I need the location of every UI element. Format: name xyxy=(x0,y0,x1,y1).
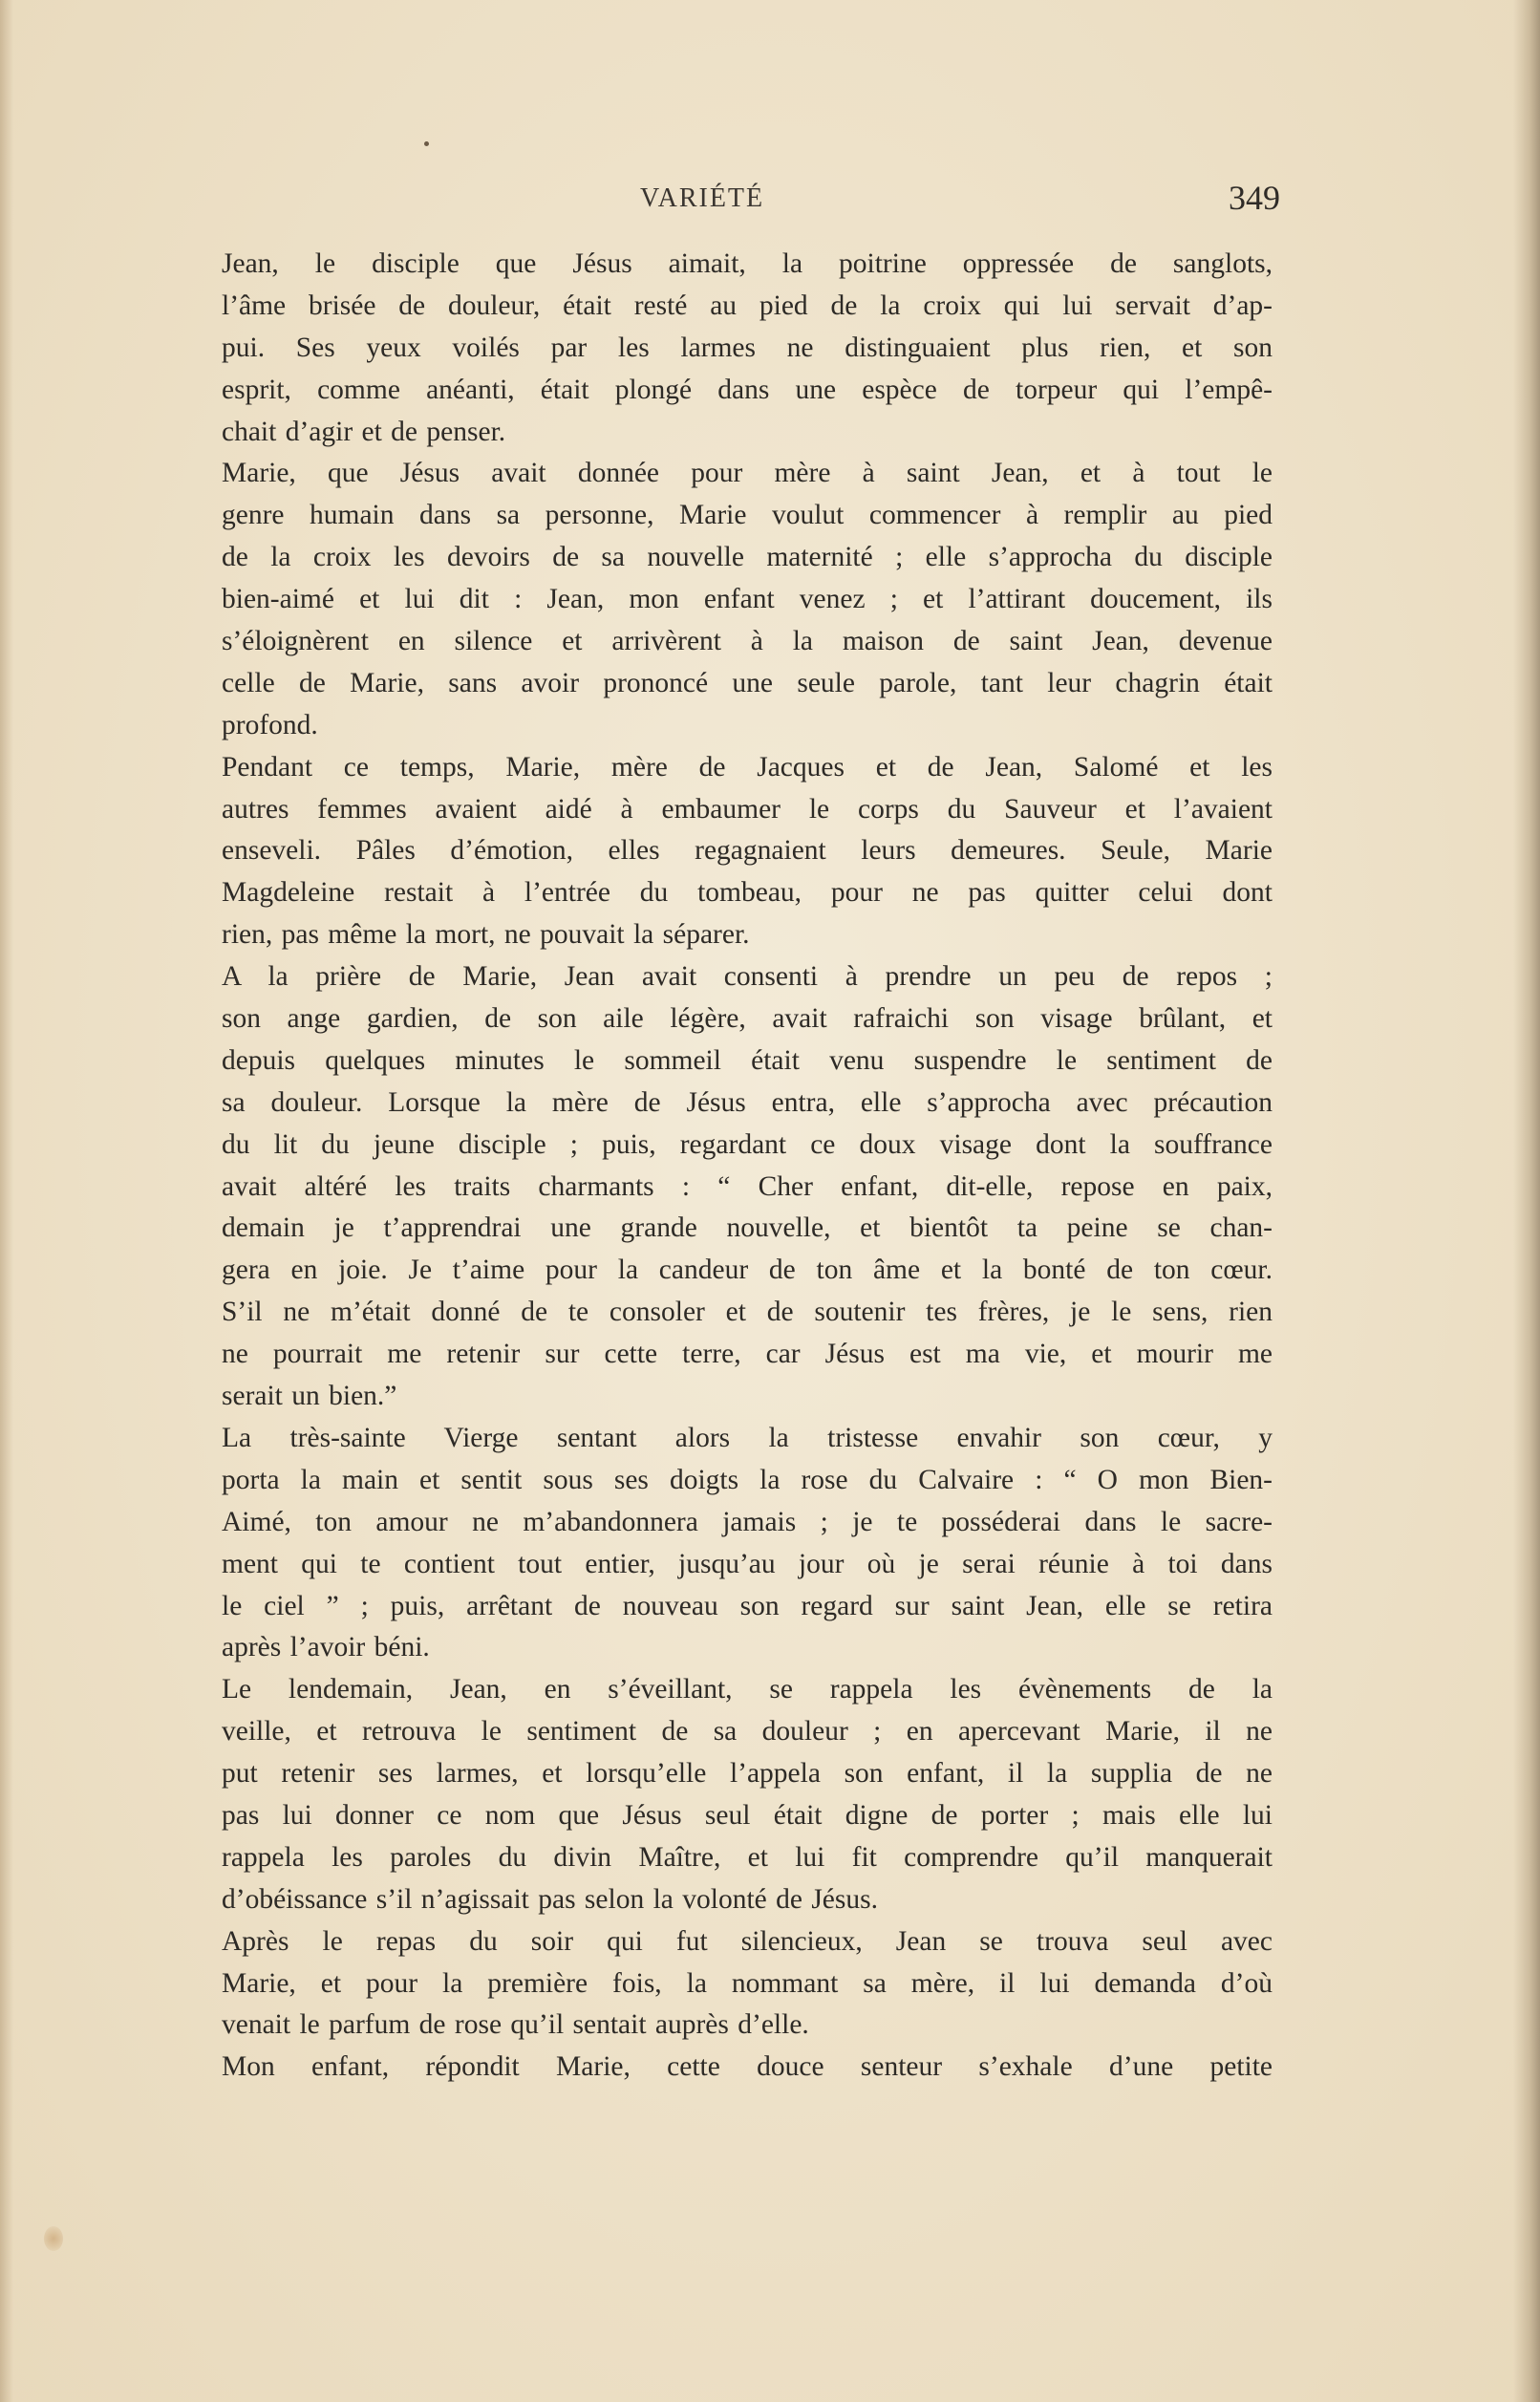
text-line: Magdeleine restait à l’entrée du tombeau, pour ne pas quitter celui dont xyxy=(222,877,1273,909)
text-line: Pendant ce temps, Marie, mère de Jacques et de Jean, Salomé et les xyxy=(222,751,1273,783)
text-line: put retenir ses larmes, et lorsqu’elle l’appela son enfant, il la supplia de ne xyxy=(222,1758,1273,1790)
text-line: gera en joie. Je t’aime pour la candeur de ton âme et la bonté de ton cœur. xyxy=(222,1255,1273,1286)
text-line: d’obéissance s’il n’agissait pas selon la volonté de Jésus. xyxy=(222,1883,878,1915)
text-line: serait un bien.” xyxy=(222,1381,397,1412)
text-line: du lit du jeune disciple ; puis, regardant ce doux visage dont la souffrance xyxy=(222,1128,1273,1160)
text-line: Le lendemain, Jean, en s’éveillant, se rappela les évènements de la xyxy=(222,1674,1273,1705)
text-line: chait d’agir et de penser. xyxy=(222,416,506,447)
text-line: pas lui donner ce nom que Jésus seul était digne de porter ; mais elle lui xyxy=(222,1799,1273,1831)
text-line: depuis quelques minutes le sommeil était venu suspendre le sentiment de xyxy=(222,1044,1273,1076)
text-line: S’il ne m’était donné de te consoler et de soutenir tes frères, je le sens, rien xyxy=(222,1297,1273,1328)
text-line: porta la main et sentit sous ses doigts la rose du Calvaire : “ O mon Bien- xyxy=(222,1464,1273,1495)
text-line: enseveli. Pâles d’émotion, elles regagnaient leurs demeures. Seule, Marie xyxy=(222,835,1273,867)
text-line: ment qui te contient tout entier, jusqu’au jour où je serai réunie à toi dans xyxy=(222,1548,1273,1579)
text-line: profond. xyxy=(222,709,318,740)
text-line: genre humain dans sa personne, Marie voulut commencer à remplir au pied xyxy=(222,500,1273,531)
text-line: Marie, que Jésus avait donnée pour mère à saint Jean, et à tout le xyxy=(222,458,1273,489)
text-line: avait altéré les traits charmants : “ Cher enfant, dit-elle, repose en paix, xyxy=(222,1170,1273,1202)
text-line: après l’avoir béni. xyxy=(222,1632,430,1663)
text-line: s’éloignèrent en silence et arrivèrent à la maison de saint Jean, devenue xyxy=(222,626,1273,657)
page-number: 349 xyxy=(1229,179,1280,217)
text-line: ne pourrait me retenir sur cette terre, car Jésus est ma vie, et mourir me xyxy=(222,1339,1273,1370)
paper-stain xyxy=(44,2226,63,2251)
text-line: esprit, comme anéanti, était plongé dans une espèce de torpeur qui l’empê- xyxy=(222,374,1273,405)
text-line: rappela les paroles du divin Maître, et lui fit comprendre qu’il manquerait xyxy=(222,1841,1273,1873)
text-line: A la prière de Marie, Jean avait consenti à prendre un peu de repos ; xyxy=(222,961,1273,993)
text-line: Aimé, ton amour ne m’abandonnera jamais ; je te posséderai dans le sacre- xyxy=(222,1506,1273,1537)
text-line: La très-sainte Vierge sentant alors la tristesse envahir son cœur, y xyxy=(222,1422,1273,1453)
text-line: Après le repas du soir qui fut silencieux, Jean se trouva seul avec xyxy=(222,1925,1273,1957)
text-line: Marie, et pour la première fois, la nommant sa mère, il lui demanda d’où xyxy=(222,1967,1273,1999)
text-line: le ciel ” ; puis, arrêtant de nouveau son regard sur saint Jean, elle se retira xyxy=(222,1590,1273,1621)
text-line: Jean, le disciple que Jésus aimait, la poitrine oppressée de sanglots, xyxy=(222,248,1273,279)
text-line: celle de Marie, sans avoir prononcé une seule parole, tant leur chagrin était xyxy=(222,667,1273,698)
page-spine-shadow xyxy=(1513,0,1540,2402)
text-line: l’âme brisée de douleur, était resté au pied de la croix qui lui servait d’ap- xyxy=(222,290,1273,321)
text-line: venait le parfum de rose qu’il sentait auprès d’elle. xyxy=(222,2009,809,2041)
text-line: autres femmes avaient aidé à embaumer le corps du Sauveur et l’avaient xyxy=(222,793,1273,825)
text-line: Mon enfant, répondit Marie, cette douce senteur s’exhale d’une petite xyxy=(222,2051,1273,2083)
ink-dot xyxy=(424,141,429,146)
text-line: bien-aimé et lui dit : Jean, mon enfant venez ; et l’attirant doucement, ils xyxy=(222,584,1273,615)
text-line: rien, pas même la mort, ne pouvait la séparer. xyxy=(222,919,750,951)
page-header xyxy=(220,178,1280,225)
text-line: sa douleur. Lorsque la mère de Jésus entra, elle s’approcha avec précaution xyxy=(222,1086,1273,1118)
text-line: veille, et retrouva le sentiment de sa douleur ; en apercevant Marie, il ne xyxy=(222,1716,1273,1748)
running-title: VARIÉTÉ xyxy=(640,183,765,213)
text-line: demain je t’apprendrai une grande nouvelle, et bientôt ta peine se chan- xyxy=(222,1212,1273,1244)
body-text xyxy=(222,244,1273,2089)
text-line: de la croix les devoirs de sa nouvelle maternité ; elle s’approcha du disciple xyxy=(222,542,1273,573)
page-left-edge-shadow xyxy=(0,0,13,2402)
text-line: pui. Ses yeux voilés par les larmes ne distinguaient plus rien, et son xyxy=(222,332,1273,363)
text-line: son ange gardien, de son aile légère, avait rafraichi son visage brûlant, et xyxy=(222,1003,1273,1035)
